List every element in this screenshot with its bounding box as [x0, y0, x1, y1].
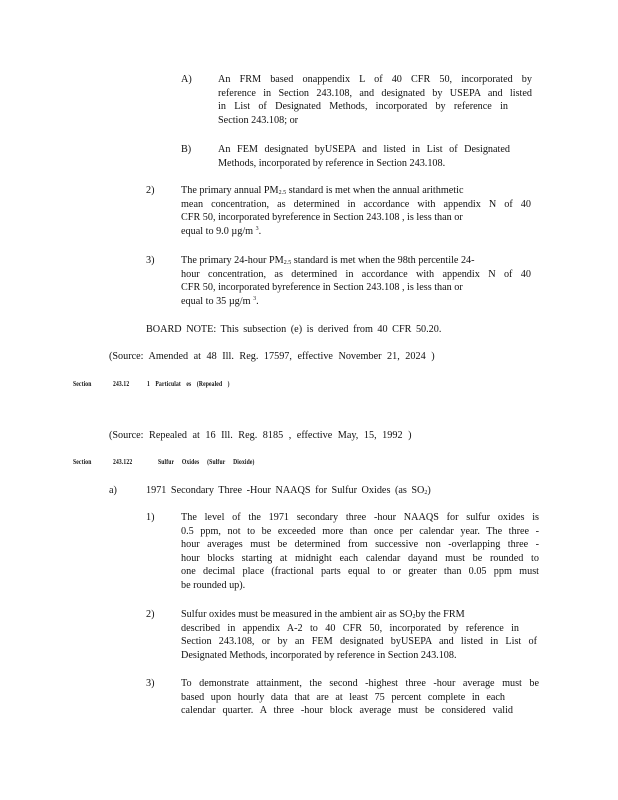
sub-2-line: Designated Methods, incorporated by reference in Section 243.108. — [181, 649, 457, 661]
sub-3-line: calendar quarter. A three -hour block average must be considered valid — [181, 705, 513, 717]
sub-2-line1-post: by the FRM — [415, 609, 465, 620]
sub-1-label: 1) — [146, 512, 155, 523]
sub-1-line: one decimal place (fractional parts equal to or greater than 0.05 ppm must — [181, 566, 539, 578]
paragraph-b-line: An FEM designated byUSEPA and listed in List of Designated — [218, 144, 510, 155]
paragraph-b-text — [218, 143, 510, 170]
item-2-text — [181, 184, 531, 238]
paragraph-a-line: reference in Section 243.108, and designated by USEPA and listed — [218, 87, 532, 99]
unit-superscript: 3 — [255, 225, 259, 232]
item-2-label: 2) — [146, 185, 155, 196]
item-3-line1-pre: The primary 24-hour PM — [181, 255, 284, 266]
sub-2-line1-pre: Sulfur oxides must be measured in the ambient air as SO — [181, 609, 413, 620]
item-3-line — [181, 295, 531, 309]
sub-1-text — [181, 511, 539, 593]
item-3-line — [181, 254, 531, 268]
item-3-line4-pre: equal to 35 µg/m — [181, 295, 251, 307]
item-2-line: CFR 50, incorporated byreference in Section 243.108 , is less than or — [181, 212, 463, 224]
pm-subscript: 2.5 — [278, 190, 287, 196]
paragraph-a-line: Section 243.108; or — [218, 114, 299, 126]
source-note: (Source: Amended at 48 Ill. Reg. 17597, effective November 21, 2024 ) — [109, 351, 435, 362]
paragraph-b-line: Methods, incorporated by reference in Section 243.108. — [218, 157, 446, 169]
item-2-line1-pre: The primary annual PM — [181, 185, 279, 196]
item-2-line: mean concentration, as determined in accordance with appendix N of 40 — [181, 198, 531, 210]
sub-2-line: Section 243.108, or by an FEM designated byUSEPA and listed in List of — [181, 636, 537, 648]
item-2-line — [181, 225, 531, 239]
item-3-line: CFR 50, incorporated byreference in Section 243.108 , is less than or — [181, 282, 463, 294]
sub-1-line: hour blocks starting at midnight each calendar dayand must be rounded to — [181, 552, 539, 564]
pm-subscript: 2.5 — [283, 260, 292, 266]
item-2-line1-post: standard is met when the annual arithmetic — [288, 185, 464, 196]
source-note: (Source: Repealed at 16 Ill. Reg. 8185 , effective May, 15, 1992 ) — [109, 430, 412, 441]
paragraph-a-text — [218, 73, 532, 127]
subsection-a-text-pre: 1971 Secondary Three -Hour NAAQS for Sulfur Oxides (as SO — [146, 485, 425, 496]
item-3-text — [181, 254, 531, 308]
paragraph-a-line: An FRM based onappendix L of 40 CFR 50, incorporated by — [218, 74, 532, 85]
item-3-line: hour concentration, as determined in accordance with appendix N of 40 — [181, 268, 531, 280]
item-3-line4-post: . — [256, 295, 259, 307]
item-2-line4-post: . — [258, 225, 262, 237]
board-note: BOARD NOTE: This subsection (e) is derived from 40 CFR 50.20. — [146, 324, 442, 335]
paragraph-a-label: A) — [181, 74, 192, 85]
sub-3-line: based upon hourly data that are at least 75 percent complete in each — [181, 691, 505, 703]
sub-1-line: The level of the 1971 secondary three -hour NAAQS for sulfur oxides is — [181, 512, 539, 523]
sub-1-line: hour averages must be determined from successive non -overlapping three - — [181, 539, 539, 551]
sub-1-line: 0.5 ppm, not to be exceeded more than once per calendar year. The three - — [181, 525, 539, 537]
unit-superscript: 3 — [253, 295, 257, 302]
so2-subscript: 2 — [412, 614, 416, 620]
section-word: Section — [73, 380, 92, 388]
item-2-line — [181, 184, 531, 198]
sub-2-text — [181, 608, 537, 662]
sub-2-line: described in appendix A-2 to 40 CFR 50, incorporated by reference in — [181, 622, 519, 634]
section-title: 1 Particulat es (Repealed ) — [147, 380, 230, 388]
subsection-a-heading — [146, 484, 431, 498]
sub-3-line: To demonstrate attainment, the second -highest three -hour average must be — [181, 678, 539, 689]
sub-3-text — [181, 677, 539, 718]
sub-2-line — [181, 608, 537, 622]
subsection-a-label: a) — [109, 485, 117, 496]
paragraph-b-label: B) — [181, 144, 192, 155]
item-3-line1-post: standard is met when the 98th percentile 24- — [293, 255, 475, 266]
item-2-line4-pre: equal to 9.0 µg/m — [181, 225, 254, 237]
section-word: Section — [73, 458, 92, 466]
section-number: 243.122 — [113, 458, 133, 466]
section-title: Sulfur Oxides (Sulfur Dioxide) — [158, 458, 255, 466]
subsection-a-text-post: ) — [427, 485, 431, 496]
sub-3-label: 3) — [146, 678, 155, 689]
sub-2-label: 2) — [146, 609, 155, 620]
section-number: 243.12 — [113, 380, 130, 388]
paragraph-a-line: in List of Designated Methods, incorporated by reference in — [218, 101, 508, 113]
item-3-label: 3) — [146, 255, 155, 266]
so2-subscript: 2 — [424, 490, 428, 496]
sub-1-line: be rounded up). — [181, 579, 246, 591]
